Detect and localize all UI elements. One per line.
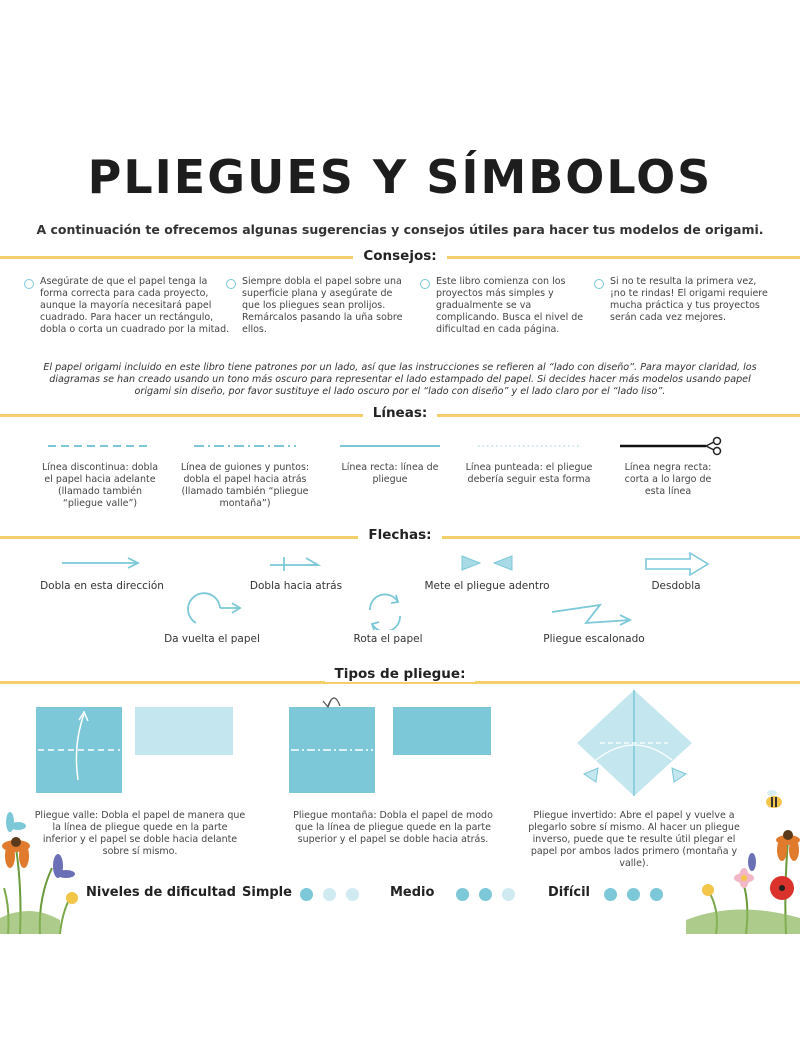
arrow-caption: Rota el papel <box>353 633 423 645</box>
tip-bullet <box>24 279 34 289</box>
arrow-caption: Dobla en esta dirección <box>40 580 164 592</box>
fold-type-caption: Pliegue invertido: Abre el papel y vuelve a plegarlo sobre sí mismo. Al hacer un pliegue inverso, puede que te resulte útil plegar el papel por ambos lados primero (montaña y valle). <box>528 810 740 869</box>
arrow-caption: Pliegue escalonado <box>543 633 645 645</box>
fold-type-caption: Pliegue montaña: Dobla el papel de modo que la línea de pliegue quede en la parte superior y el papel se doble hacia atrás. <box>293 810 493 845</box>
pleat-fold-icon <box>552 605 630 625</box>
turn-over-icon <box>188 593 240 623</box>
scissors-icon <box>706 438 721 455</box>
tip-bullet <box>420 279 430 289</box>
difficulty-dot <box>479 888 492 901</box>
line-caption: Línea discontinua: dobla el papel hacia adelante (llamado también “pliegue valle”) <box>41 462 159 509</box>
arrow-caption: Dobla hacia atrás <box>249 580 343 592</box>
inside-reverse-fold-diagram <box>577 690 692 796</box>
difficulty-label: Niveles de dificultad <box>86 885 236 900</box>
tip-text: Asegúrate de que el papel tenga la forma correcta para cada proyecto, aunque la mayoría necesitará papel cuadrado. Para hacer un rectángulo, dobla o corta un cuadrado por la mitad. <box>40 276 230 335</box>
unfold-arrow-icon <box>646 553 708 575</box>
page-title: PLIEGUES Y SÍMBOLOS <box>87 150 713 204</box>
valley-fold-diagram <box>36 707 233 793</box>
tip-text: Siempre dobla el papel sobre una superficie plana y asegúrate de que los pliegues sean prolijos. Remárcalos pasando la uña sobre ellos. <box>242 276 403 335</box>
wildflowers-right-illustration <box>686 780 800 934</box>
fold-back-arrow-icon <box>270 557 318 571</box>
difficulty-dot <box>323 888 336 901</box>
line-symbols <box>0 436 800 460</box>
difficulty-dot <box>300 888 313 901</box>
tip-text: Si no te resulta la primera vez, ¡no te rindas! El origami requiere mucha práctica y tus proyectos serán cada vez mejores. <box>610 276 768 323</box>
section-heading-consejos: Consejos: <box>0 248 800 264</box>
mountain-fold-diagram <box>289 698 491 793</box>
difficulty-simple-label: Simple <box>242 885 292 900</box>
line-caption: Línea de guiones y puntos: dobla el papel hacia atrás (llamado también “pliegue montaña”) <box>180 462 310 509</box>
bee-icon <box>766 790 782 808</box>
tip-text: Este libro comienza con los proyectos más simples y gradualmente se va complicando. Busca el nivel de dificultad en cada página. <box>436 276 584 335</box>
page-subtitle: A continuación te ofrecemos algunas sugerencias y consejos útiles para hacer tus modelos de origami. <box>36 222 764 237</box>
arrow-caption: Desdobla <box>651 580 701 592</box>
difficulty-dot <box>456 888 469 901</box>
difficulty-dot <box>627 888 640 901</box>
section-heading-lineas: Líneas: <box>0 405 800 421</box>
tip-bullet <box>226 279 236 289</box>
line-caption: Línea punteada: el pliegue debería seguir esta forma <box>465 462 593 485</box>
rotate-icon <box>370 594 400 630</box>
line-caption: Línea recta: línea de pliegue <box>341 462 439 485</box>
difficulty-dot <box>346 888 359 901</box>
fold-type-caption: Pliegue valle: Dobla el papel de manera que la línea de pliegue quede en la parte inferior y el papel se doble hacia delante sobre sí mismo. <box>34 810 246 857</box>
arrow-caption: Mete el pliegue adentro <box>424 580 550 592</box>
wildflowers-left-illustration <box>0 808 90 934</box>
inside-reverse-arrow-icon <box>462 556 512 570</box>
origami-paper-note: El papel origami incluido en este libro tiene patrones por un lado, así que las instrucciones se refieren al “lado con diseño”. Para mayor claridad, los diagramas se han creado usando un tono más oscuro para representar el lado estampado del papel. Si decides hacer más modelos usando papel origami sin diseño, por favor sustituye el lado oscuro por el “lado con diseño” y el lado claro por el “lado liso”. <box>43 362 757 397</box>
difficulty-dot <box>604 888 617 901</box>
section-heading-tipos: Tipos de pliegue: <box>0 666 800 682</box>
difficulty-medio-label: Medio <box>390 885 435 900</box>
fold-direction-arrow-icon <box>62 558 138 568</box>
difficulty-dot <box>502 888 515 901</box>
line-caption: Línea negra recta: corta a lo largo de esta línea <box>624 462 712 497</box>
difficulty-dificil-label: Difícil <box>548 885 590 900</box>
arrow-caption: Da vuelta el papel <box>164 633 260 645</box>
fold-type-diagrams <box>0 690 800 802</box>
difficulty-dot <box>650 888 663 901</box>
tip-bullet <box>594 279 604 289</box>
section-heading-flechas: Flechas: <box>0 527 800 543</box>
